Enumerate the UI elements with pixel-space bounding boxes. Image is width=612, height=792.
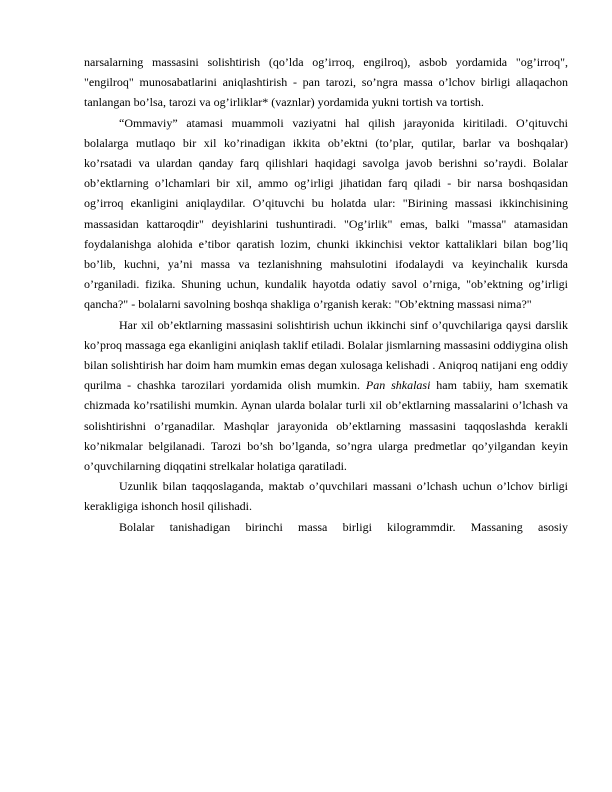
document-page [84,52,568,537]
paragraph-3-text-after: ham tabiiy, ham sxematik chizmada ko’rsatilishi mumkin. Aynan ularda bolalar turli xil ob’ektlarning massalarini o’lchash va solishtirishni o’rganadilar. Mashqlar jarayonida ob’ektlarning massasini taqqoslashda kerakli ko’nikmalar belgilanadi. Tarozi bo’sh bo’lganda, so’ngra ularga predmetlar qo’yilgandan keyin o’quvchilarning diqqatini strelkalar holatiga qaratiladi. [84,378,569,474]
paragraph-2: “Ommaviy” atamasi muammoli vaziyatni hal qilish jarayonida kiritiladi. O’qituvchi bolalarga mutlaqo bir xil ko’rinadigan ikkita ob’ektni (to’plar, qutilar, barlar va boshqalar) ko’rsatadi va ulardan qanday farq qilishlari haqidagi savolga javob berishni so’raydi. Bolalar ob’ektlarning o’lchamlari bir xil, ammo og’irligi jihatidan farq qiladi - bir narsa boshqasidan og’irroq ekanligini aniqlaydilar. O’qituvchi bu holatda ular: "Birining massasi ikkinchisining massasidan kattaroqdir" deyishlarini tushuntiradi. "Og’irlik" emas, balki "massa" atamasidan foydalanishga alohida e’tibor qaratish lozim, chunki ikkinchisi vektor kattaliklari bilan bog’liq bo’lib, kuchni, ya’ni massa va tezlanishning mahsulotini ifodalaydi va keyinchalik kursda o’rganiladi. fizika. Shuning uchun, kundalik hayotda odatiy savol o’rniga, "ob’ektning og’irligi qancha?" - bolalarni savolning boshqa shakliga o’rganish kerak: "Ob’ektning massasi nima?" [84,115,568,312]
paragraph-4: Uzunlik bilan taqqoslaganda, maktab o’quvchilari massani o’lchash uchun o’lchov birligi kerakligiga ishonch hosil qilishadi. [84,479,568,514]
paragraph-1: narsalarning massasini solishtirish (qo’lda og’irroq, engilroq), asbob yordamida "og’irroq", "engilroq" munosabatlarini aniqlashtirish - pan tarozi, so’ngra massa o’lchov birligi allaqachon tanlangan bo’lsa, tarozi va og’irliklar* (vaznlar) yordamida yukni tortish va tortish. [84,55,568,110]
paragraph-3 [84,315,568,477]
paragraph-3-italic-term: Pan shkalasi [365,378,431,393]
paragraph-5: Bolalar tanishadigan birinchi massa birligi kilogrammdir. Massaning asosiy [119,519,568,534]
paragraph-3-text-before: Har xil ob’ektlarning massasini solishtirish uchun ikkinchi sinf o’quvchilariga qaysi darslik ko’proq massaga ega ekanligini aniqlash taklif etiladi. Bolalar jismlarning massasini oddiygina olish bilan solishtirish har doim ham mumkin emas degan xulosaga kelishadi . Aniqroq natijani eng oddiy qurilma - chashka tarozilari yordamida olish mumkin. [84,317,568,393]
